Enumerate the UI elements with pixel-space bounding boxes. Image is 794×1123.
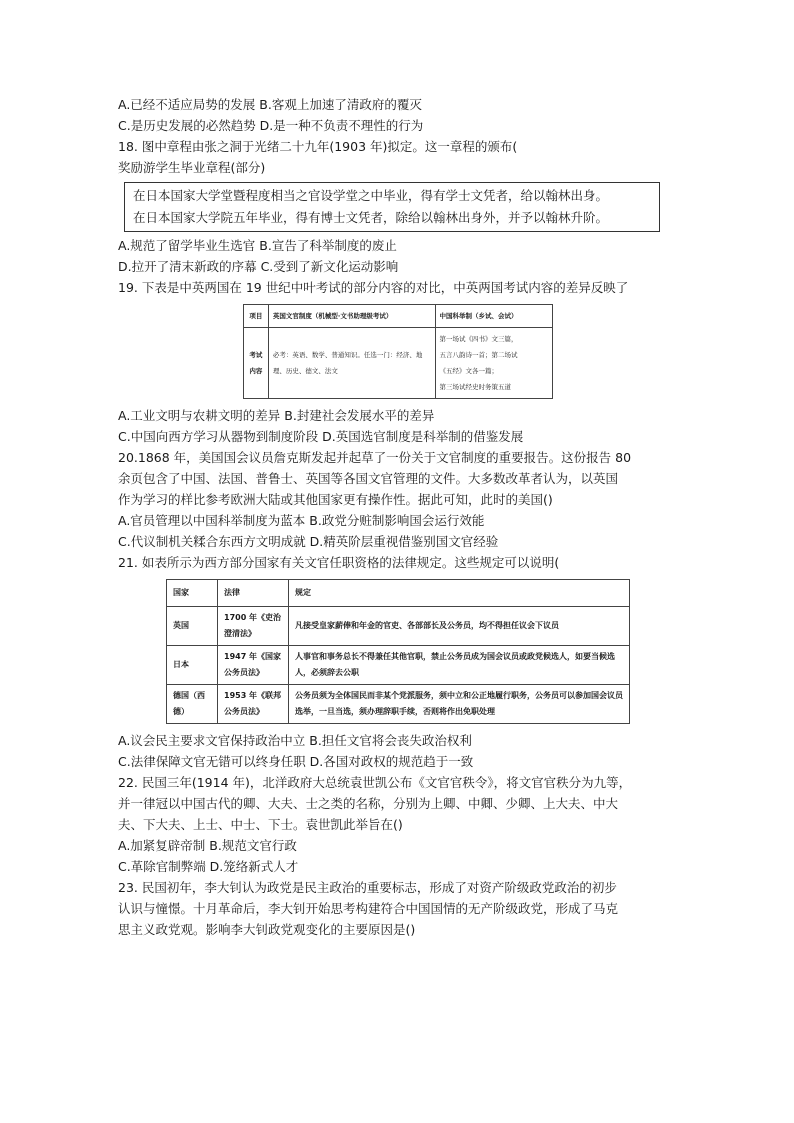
table-row <box>167 607 630 646</box>
q23-stem-line-2: 认识与憧憬。十月革命后，李大钊开始思考构建符合中国国情的无产阶级政党，形成了马克 <box>118 901 619 916</box>
q22-stem-line-3: 夫、下大夫、上士、中士、下士。袁世凯此举旨在() <box>118 817 403 832</box>
q19-options-cd: C.中国向西方学习从器物到制度阶段 D.英国选官制度是科举制的借鉴发展 <box>118 429 524 444</box>
q22-stem-line-2: 并一律冠以中国古代的卿、大夫、士之类的名称，分别为上卿、中卿、少卿、上大夫、中大 <box>118 796 619 811</box>
q19-header-uk: 英国文官制度（机械型·文书助理级考试） <box>268 305 435 328</box>
q18-box-line-2: 在日本国家大学院五年毕业，得有博士文凭者，除给以翰林出身外，并予以翰林升阶。 <box>133 210 609 225</box>
q21-header-rule: 规定 <box>289 580 630 607</box>
q18-stem: 18. 图中章程由张之洞于光绪二十九年(1903 年)拟定。这一章程的颁布( <box>118 139 518 154</box>
q17-options-ab: A.已经不适应局势的发展 B.客观上加速了清政府的覆灭 <box>118 97 422 112</box>
q18-options-dc: D.拉开了清末新政的序幕 C.受到了新文化运动影响 <box>118 259 399 274</box>
q21-law: 1700 年《吏治澄清法》 <box>218 607 289 646</box>
q18-figure-caption: 奖励游学生毕业章程(部分) <box>118 160 266 175</box>
q21-header-law: 法律 <box>218 580 289 607</box>
q21-country: 英国 <box>167 607 218 646</box>
table-row <box>167 646 630 685</box>
q19-header-cn: 中国科举制（乡试、会试） <box>435 305 552 328</box>
q22-options-ab: A.加紧复辟帝制 B.规范文官行政 <box>118 838 297 853</box>
table-row <box>167 685 630 724</box>
q20-stem-line-1: 20.1868 年，美国国会议员詹克斯发起并起草了一份关于文官制度的重要报告。这份报告 80 <box>118 450 632 465</box>
q19-cn-line-3: 《五经》文各一篇； <box>439 367 499 375</box>
q21-stem: 21. 如表所示为西方部分国家有关文官任职资格的法律规定。这些规定可以说明( <box>118 555 560 570</box>
q22-options-cd: C.革除官制弊端 D.笼络新式人才 <box>118 859 299 874</box>
q21-law-table <box>166 579 630 724</box>
q21-rule: 凡接受皇家薪俸和年金的官吏、各部部长及公务员，均不得担任议会下议员 <box>289 607 630 646</box>
q19-cn-line-1: 第一场试《四书》文三篇， <box>439 335 518 343</box>
q21-law: 1953 年《联邦公务员法》 <box>218 685 289 724</box>
q18-options-ab: A.规范了留学毕业生选官 B.宣告了科举制度的废止 <box>118 238 397 253</box>
q19-uk-content: 必考：英语、数学、普通知识。任选一门：经济、地理、历史、德文、法文 <box>268 328 435 399</box>
q19-stem: 19. 下表是中英两国在 19 世纪中叶考试的部分内容的对比，中英两国考试内容的差异反映了 <box>118 280 629 295</box>
q19-comparison-table <box>243 304 553 399</box>
q19-cn-line-4: 第三场试经史时务策五道 <box>439 383 512 391</box>
q21-options-cd: C.法律保障文官无错可以终身任职 D.各国对政权的规范趋于一致 <box>118 754 474 769</box>
q20-stem-line-3: 作为学习的样比参考欧洲大陆或其他国家更有操作性。据此可知，此时的美国() <box>118 492 553 507</box>
q21-country: 日本 <box>167 646 218 685</box>
q21-options-ab: A.议会民主要求文官保持政治中立 B.担任文官将会丧失政治权利 <box>118 733 472 748</box>
q18-regulation-box <box>124 182 660 232</box>
exam-page <box>118 94 678 940</box>
q21-rule: 公务员须为全体国民而非某个党派服务，须中立和公正地履行职务，公务员可以参加国会议员选举，一旦当选，须办理辞职手续，否则将作出免职处理 <box>289 685 630 724</box>
q21-law: 1947 年《国家公务员法》 <box>218 646 289 685</box>
q17-options-cd: C.是历史发展的必然趋势 D.是一种不负责不理性的行为 <box>118 118 424 133</box>
q19-cn-content <box>435 328 552 399</box>
q19-header-item: 项目 <box>244 305 269 328</box>
q20-options-cd: C.代议制机关糅合东西方文明成就 D.精英阶层重视借鉴别国文官经验 <box>118 534 499 549</box>
q19-options-ab: A.工业文明与农耕文明的差异 B.封建社会发展水平的差异 <box>118 408 435 423</box>
q18-box-line-1: 在日本国家大学堂暨程度相当之官设学堂之中毕业，得有学士文凭者，给以翰林出身。 <box>133 188 609 203</box>
q22-stem-line-1: 22. 民国三年(1914 年)，北洋政府大总统袁世凯公布《文官官秩令》，将文官官秩分为九等， <box>118 775 632 790</box>
q21-rule: 人事官和事务总长不得兼任其他官职，禁止公务员成为国会议员或政党候选人，如要当候选人，必须辞去公职 <box>289 646 630 685</box>
q21-country: 德国（西德） <box>167 685 218 724</box>
q20-options-ab: A.官员管理以中国科举制度为蓝本 B.政党分赃制影响国会运行效能 <box>118 513 485 528</box>
q19-row-label: 考试内容 <box>244 328 269 399</box>
q19-cn-line-2: 五言八韵诗一首；第二场试 <box>439 351 518 359</box>
q23-stem-line-3: 思主义政党观。影响李大钊政党观变化的主要原因是() <box>118 922 416 937</box>
q20-stem-line-2: 余页包含了中国、法国、普鲁士、英国等各国文官管理的文件。大多数改革者认为，以英国 <box>118 471 619 486</box>
q21-header-country: 国家 <box>167 580 218 607</box>
q23-stem-line-1: 23. 民国初年，李大钊认为政党是民主政治的重要标志，形成了对资产阶级政党政治的初步 <box>118 880 617 895</box>
